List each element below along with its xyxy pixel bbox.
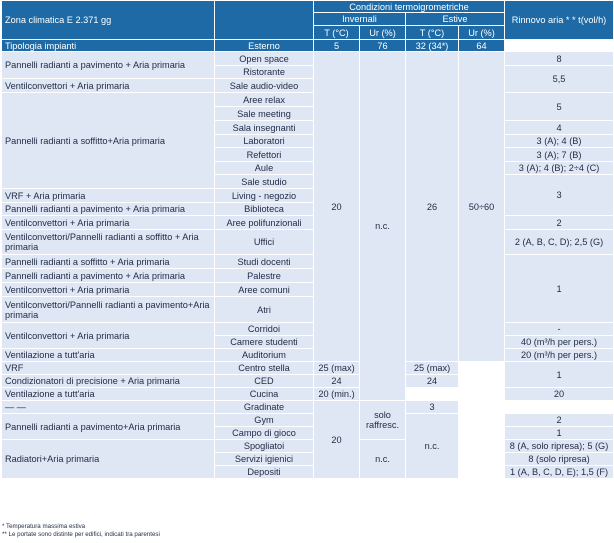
plant-cell: Ventilconvettori/Pannelli radianti a soffitto + Aria primaria [2,230,215,255]
environment-cell: Corridoi [215,323,314,336]
footnotes [2,523,160,538]
environment-cell: Gym [215,414,314,427]
ext-ur-winter: 76 [360,40,406,52]
environment-cell: Sale studio [215,175,314,189]
ext-t-winter: 5 [314,40,360,52]
environment-cell: Open space [215,52,314,66]
environment-cell: Aree polifunzionali [215,216,314,230]
environment-cell: Ristorante [215,66,314,79]
environment-cell: Auditorium [215,349,314,362]
plant-cell: VRF + Aria primaria [2,189,215,203]
plant-cell: Ventilconvettori + Aria primaria [2,216,215,230]
plant-cell: Ventilconvettori/Pannelli radianti a pavimento+Aria primaria [2,297,215,323]
ext-t-summer: 32 (34*) [406,40,459,52]
conditions-header: Condizioni termoigrometriche [314,1,505,13]
environment-cell: Aree relax [215,93,314,107]
empty-cell [505,40,614,52]
summer-header: Estive [406,13,505,26]
ur-summer-empty [459,362,505,479]
environment-cell: Spogliatoi [215,440,314,453]
renewal-cell: 5,5 [505,66,614,93]
environment-cell: Sale audio-video [215,79,314,93]
environment-cell: Living - negozio [215,189,314,203]
plant-cell: Pannelli radianti a soffitto + Aria primaria [2,255,215,269]
t-summer-merged: 26 [406,52,459,362]
renewal-cell: 1 [505,427,614,440]
environment-cell: Sala insegnanti [215,121,314,135]
renewal-cell: 20 [505,388,614,401]
t-summer-cell: 25 (max) [406,362,459,375]
t-winter-cell: 24 [314,375,360,388]
renewal-cell: 3 [406,401,459,414]
renewal-cell: 2 [505,414,614,427]
plant-cell: Ventilazione a tutt'aria [2,349,215,362]
environment-cell: Servizi igienici [215,453,314,466]
t-summer-header: T (°C) [406,26,459,40]
environment-cell: Depositi [215,466,314,479]
environment-cell: Biblioteca [215,203,314,216]
environment-cell: Gradinate [215,401,314,414]
environment-cell: CED [215,375,314,388]
plant-cell: — — [2,401,215,414]
plant-cell: Ventilconvettori + Aria primaria [2,79,215,93]
environment-cell: Cucina [215,388,314,401]
environment-cell: Laboratori [215,135,314,148]
environment-cell: Camere studenti [215,336,314,349]
external-label: Esterno [215,40,314,52]
ur-winter-lower-nc: n.c. [406,414,459,479]
plant-cell: Pannelli radianti a pavimento + Aria primaria [2,269,215,283]
footnote-1: * Temperatura massima estiva [2,523,86,530]
plant-cell: Pannelli radianti a pavimento + Aria primaria [2,203,215,216]
renewal-cell: 1 (A, B, C, D, E); 1,5 (F) [505,466,614,479]
renewal-cell: 20 (m³/h per pers.) [505,349,614,362]
footnote-2: ** Le portate sono distinte per edifici, indicati tra parentesi [2,530,160,538]
environment-cell: Uffici [215,230,314,255]
plant-cell: Ventilconvettori + Aria primaria [2,323,215,349]
ur-summer-header: Ur (%) [459,26,505,40]
winter-header: Invernali [314,13,406,26]
plant-cell: Ventilazione a tutt'aria [2,388,215,401]
environment-cell: Sale meeting [215,107,314,121]
environment-cell: Studi docenti [215,255,314,269]
nc-summer-merged: n.c. [360,440,406,479]
environment-cell: Refettori [215,148,314,162]
renewal-cell: 40 (m³/h per pers.) [505,336,614,349]
environment-cell: Centro stella [215,362,314,375]
environment-cell: Atri [215,297,314,323]
t-winter-lower-merged: 20 [314,401,360,479]
environment-cell: Palestre [215,269,314,283]
t-winter-header: T (°C) [314,26,360,40]
environment-cell: Aule [215,162,314,175]
plant-cell: Pannelli radianti a pavimento + Aria primaria [2,52,215,79]
renewal-header: Rinnovo aria * * t(vol/h) [505,1,614,40]
climate-conditions-table [1,0,614,479]
plant-cell: Condizionatori di precisione + Aria primaria [2,375,215,388]
renewal-cell: 5 [505,93,614,121]
t-winter-cell: 25 (max) [314,362,360,375]
renewal-cell: 8 (A, solo ripresa); 5 (G) [505,440,614,453]
ur-winter-merged: n.c. [360,52,406,401]
plant-type-label: Tipologia impianti [2,40,215,52]
climate-zone-header: Zona climatica E 2.371 gg [2,1,215,40]
renewal-cell: 3 (A); 4 (B); 2÷4 (C) [505,162,614,175]
renewal-cell: 3 (A); 4 (B) [505,135,614,148]
plant-cell: VRF [2,362,215,375]
ur-summer-merged: 50÷60 [459,52,505,362]
environment-cell: Aree comuni [215,283,314,297]
ur-winter-header: Ur (%) [360,26,406,40]
solo-raffresc-merged: solo raffresc. [360,401,406,440]
renewal-cell: - [505,323,614,336]
renewal-cell: 2 [505,216,614,230]
environment-cell: Campo di gioco [215,427,314,440]
renewal-cell: 3 (A); 7 (B) [505,148,614,162]
plant-cell: Pannelli radianti a pavimento+Aria primaria [2,414,215,440]
renewal-cell: 3 [505,175,614,216]
plant-cell: Ventilconvettori + Aria primaria [2,283,215,297]
empty-header [215,1,314,40]
renewal-cell: 2 (A, B, C, D); 2,5 (G) [505,230,614,255]
renewal-cell: 4 [505,121,614,135]
t-summer-cell: 24 [406,375,459,388]
t-winter-cell: 20 (min.) [314,388,360,401]
renewal-cell: 1 [505,255,614,323]
renewal-cell: 8 [505,52,614,66]
t-winter-merged: 20 [314,52,360,362]
plant-cell: Radiatori+Aria primaria [2,440,215,479]
ext-ur-summer: 64 [459,40,505,52]
plant-cell: Pannelli radianti a soffitto+Aria primaria [2,93,215,189]
renewal-cell: 8 (solo ripresa) [505,453,614,466]
t-summer-empty [406,388,459,401]
renewal-cell: 1 [505,362,614,388]
